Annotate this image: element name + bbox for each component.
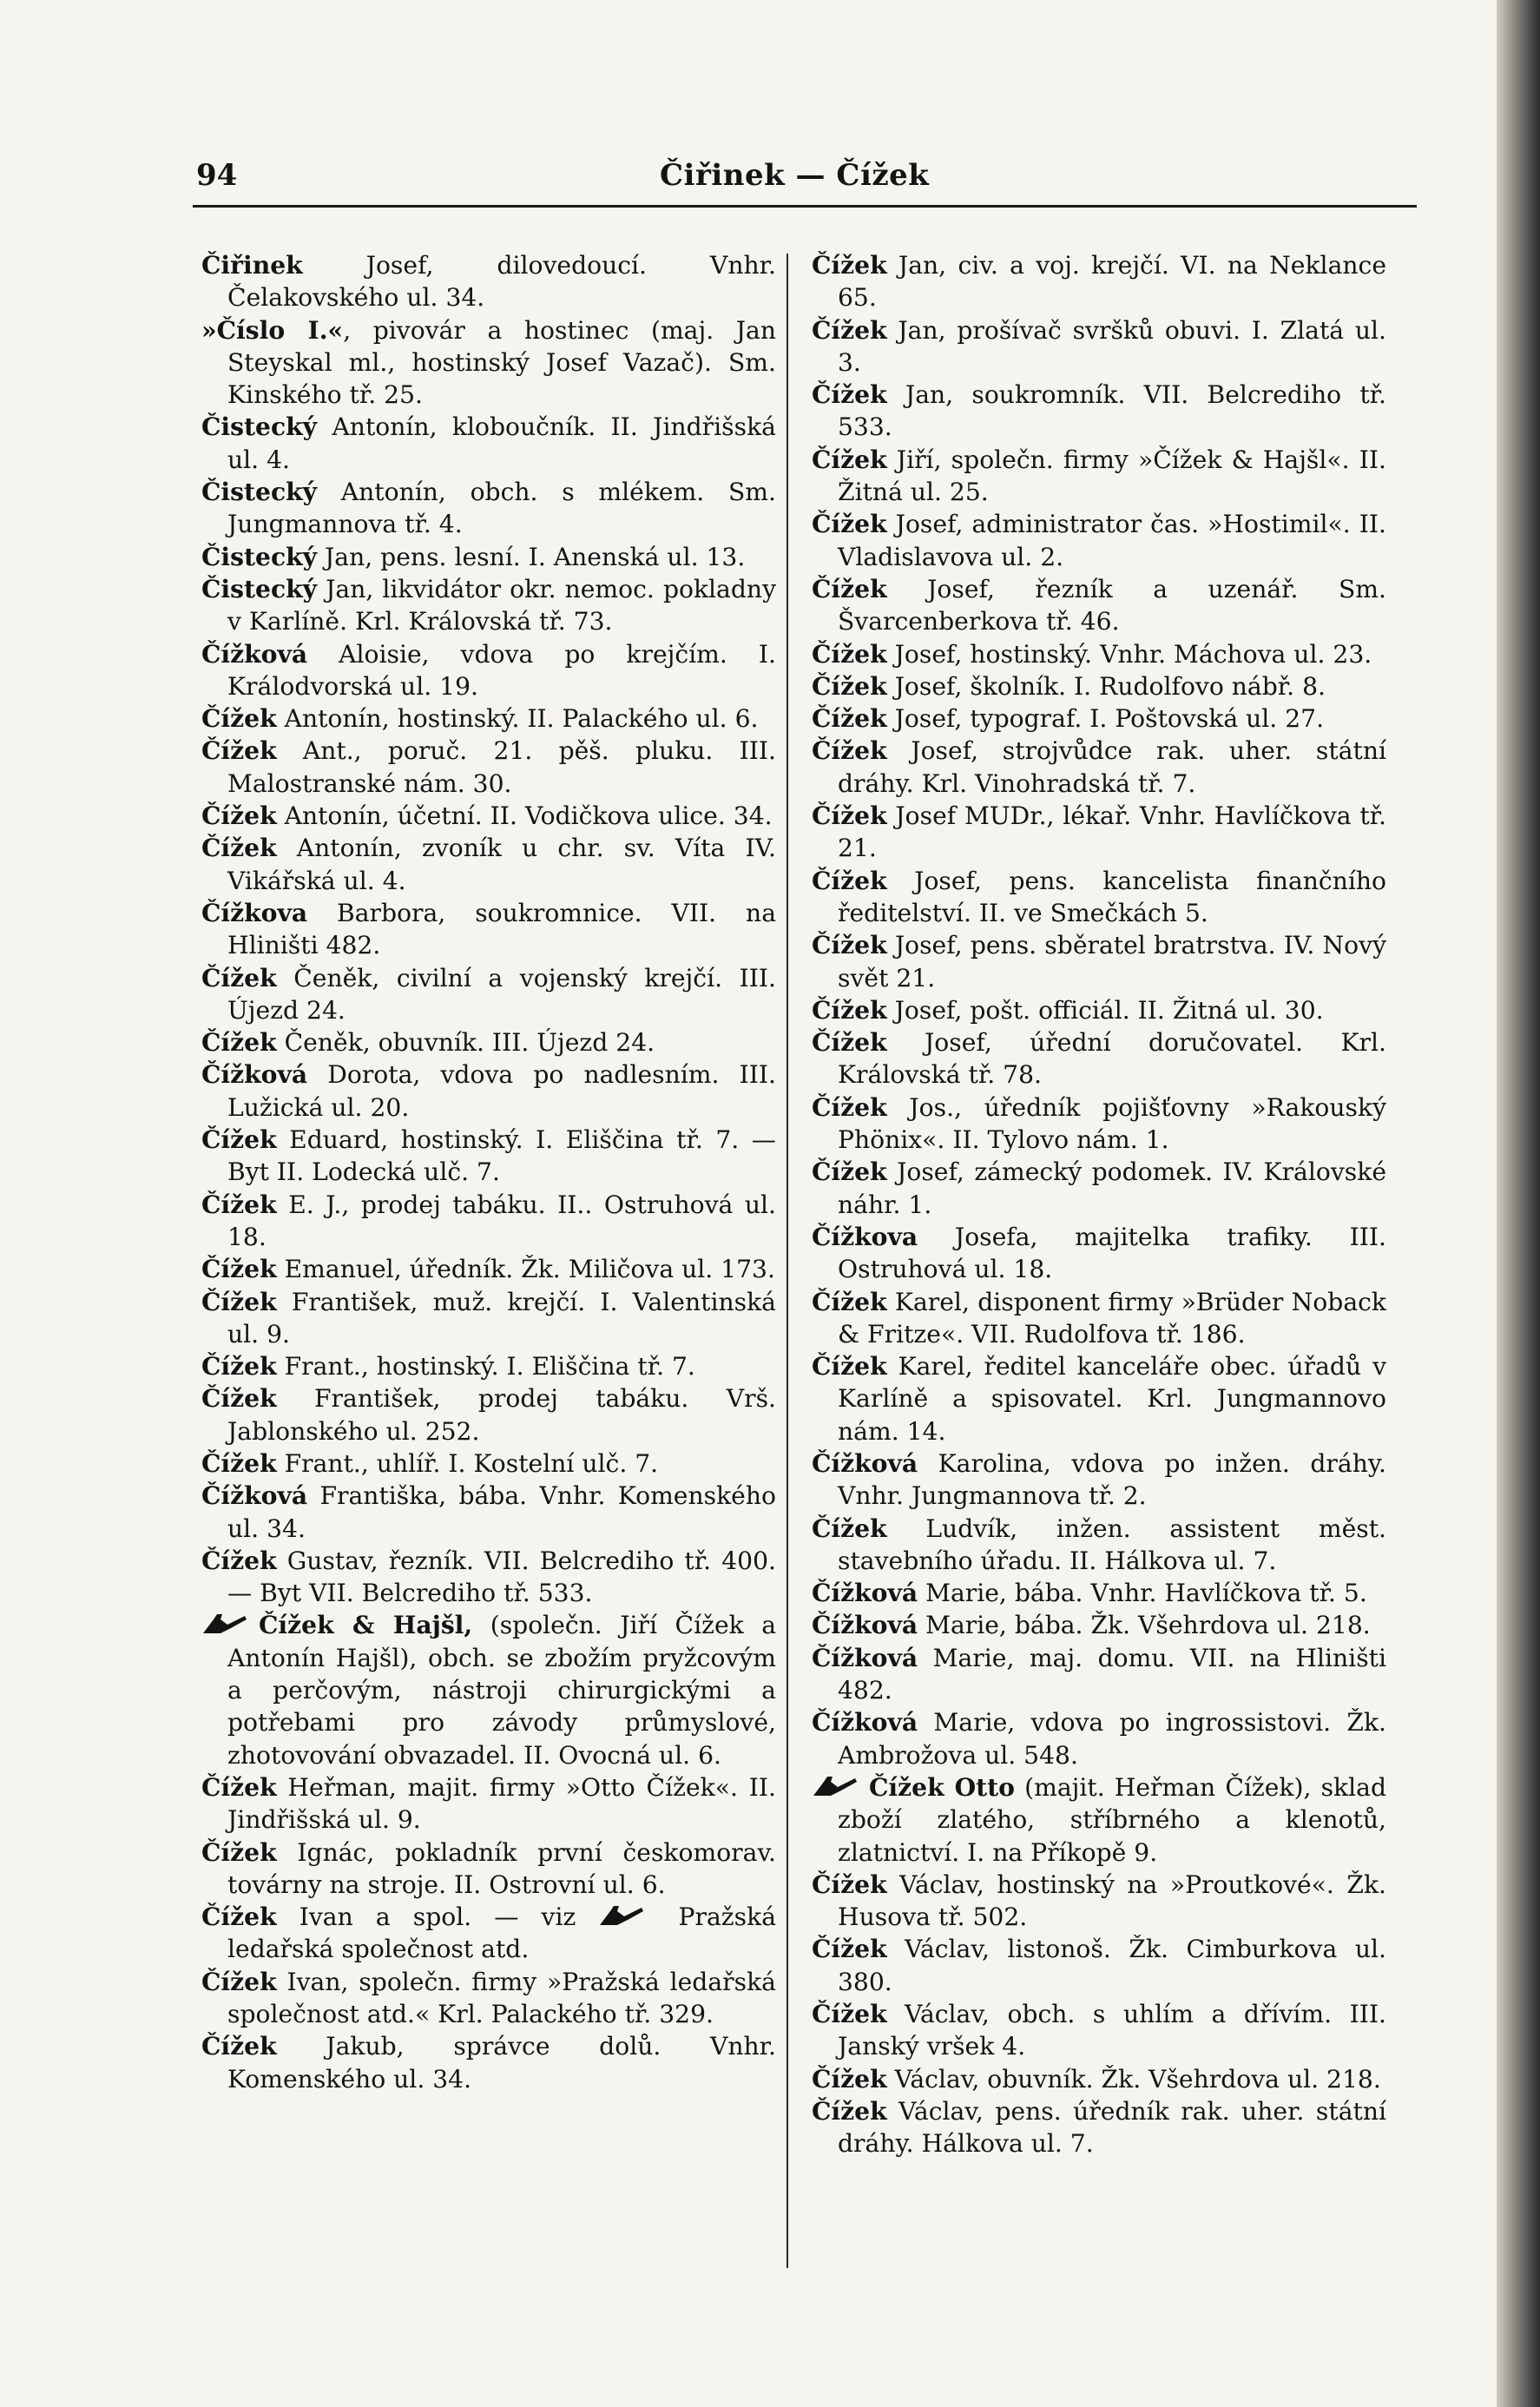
entry-details: Jan, prošívač svršků obuvi. I. Zlatá ul. 3. bbox=[838, 315, 1386, 377]
entry-name: Čížek bbox=[812, 995, 887, 1025]
directory-entry bbox=[812, 1869, 1386, 1934]
directory-entry bbox=[812, 670, 1386, 702]
directory-entry bbox=[201, 832, 776, 897]
entry-name: Čížek bbox=[201, 1384, 277, 1414]
entry-details: Františka, bába. Vnhr. Komenského ul. 34. bbox=[227, 1481, 776, 1543]
entry-details: Josef, zámecký podomek. IV. Královské náhr. 1. bbox=[838, 1157, 1386, 1219]
entry-name: Čížek bbox=[812, 2000, 887, 2029]
entry-details: Václav, obch. s uhlím a dřívím. III. Janský vršek 4. bbox=[838, 2000, 1386, 2061]
directory-entry bbox=[812, 1091, 1386, 1157]
directory-entry bbox=[812, 2095, 1386, 2160]
entry-name: Čížek bbox=[201, 704, 277, 734]
entry-name: Čížková bbox=[812, 1708, 918, 1738]
entry-name: Čížek bbox=[201, 2032, 277, 2061]
entry-name: Čížek bbox=[812, 1157, 887, 1187]
entry-name: Čížková bbox=[812, 1579, 918, 1608]
entry-details: Marie, maj. domu. VII. na Hliništi 482. bbox=[838, 1643, 1386, 1705]
entry-details: Čeněk, civilní a vojenský krejčí. III. Újezd 24. bbox=[227, 963, 776, 1025]
entry-name: Čížek bbox=[812, 1870, 887, 1899]
entry-details: Josef, pošt. officiál. II. Žitná ul. 30. bbox=[886, 995, 1324, 1025]
entry-details: František, muž. krejčí. I. Valentinská ul. 9. bbox=[227, 1287, 776, 1349]
directory-entry bbox=[201, 1480, 776, 1545]
directory-entry bbox=[812, 314, 1386, 379]
entry-details: Josefa, majitelka trafiky. III. Ostruhová ul. 18. bbox=[838, 1222, 1386, 1284]
entry-name: Čížek bbox=[812, 380, 887, 410]
entry-details: Jan, civ. a voj. krejčí. VI. na Neklance 65. bbox=[838, 251, 1386, 313]
entry-name: Čížek bbox=[201, 1352, 277, 1382]
directory-entry bbox=[201, 962, 776, 1027]
entry-name: Čížkova bbox=[201, 898, 308, 927]
directory-entry bbox=[201, 2030, 776, 2095]
entry-name: Čížková bbox=[812, 1643, 918, 1672]
entry-details: Václav, obuvník. Žk. Všehrdova ul. 218. bbox=[886, 2064, 1381, 2094]
entry-name: Čížek bbox=[812, 510, 887, 539]
entry-name: Čížek bbox=[812, 1092, 887, 1122]
entry-name: Čížek bbox=[812, 2096, 887, 2126]
entry-name: Čížek bbox=[812, 736, 887, 766]
entry-details: Jos., úředník pojišťovny »Rakouský Phönix«. II. Tylovo nám. 1. bbox=[838, 1092, 1386, 1155]
entry-name: Čížek bbox=[201, 1546, 277, 1575]
entry-name: Čistecký bbox=[201, 478, 318, 507]
right-column bbox=[812, 249, 1386, 2160]
entry-name: Čížek bbox=[201, 1125, 277, 1155]
pointing-hand-icon bbox=[201, 1612, 248, 1635]
entry-details: Antonín, kloboučník. II. Jindřišská ul. 4. bbox=[227, 412, 776, 474]
directory-entry bbox=[201, 638, 776, 703]
header-rule bbox=[193, 205, 1417, 208]
entry-name: Čížek bbox=[812, 2064, 887, 2094]
entry-details: Václav, listonoš. Žk. Cimburkova ul. 380. bbox=[838, 1935, 1386, 1996]
directory-entry bbox=[201, 1771, 776, 1837]
entry-name: Čížek bbox=[812, 315, 887, 345]
entry-name: Čížek bbox=[812, 1513, 887, 1543]
entry-name: Čížek bbox=[201, 1028, 277, 1058]
entry-name: »Číslo I.« bbox=[201, 315, 344, 345]
entry-name: Čížek bbox=[812, 931, 887, 960]
directory-entry bbox=[812, 638, 1386, 670]
entry-name: Čížek bbox=[812, 866, 887, 895]
left-column bbox=[201, 249, 776, 2095]
page-edge-shadow bbox=[1497, 0, 1540, 2407]
entry-details: Antonín, obch. s mlékem. Sm. Jungmannova tř. 4. bbox=[227, 478, 776, 539]
entry-details: Jan, likvidátor okr. nemoc. pokladny v Karlíně. Krl. Královská tř. 73. bbox=[227, 574, 776, 636]
directory-entry bbox=[812, 1156, 1386, 1221]
entry-details: Eduard, hostinský. I. Eliščina tř. 7. — Byt II. Lodecká ulč. 7. bbox=[227, 1125, 776, 1187]
entry-name: Čížková bbox=[201, 639, 308, 669]
directory-entry bbox=[812, 1350, 1386, 1447]
directory-entry bbox=[812, 379, 1386, 444]
entry-name: Čížek bbox=[812, 251, 887, 280]
entry-name: Čistecký bbox=[201, 412, 318, 442]
directory-entry bbox=[812, 573, 1386, 638]
entry-name: Čížková bbox=[812, 1611, 918, 1640]
directory-entry bbox=[201, 1253, 776, 1285]
directory-entry bbox=[812, 1447, 1386, 1513]
entry-details: Karolina, vdova po inžen. dráhy. Vnhr. Jungmannova tř. 2. bbox=[838, 1448, 1386, 1511]
directory-entry bbox=[201, 1058, 776, 1124]
entry-name: Čížek bbox=[201, 1255, 277, 1284]
entry-name: Čistecký bbox=[201, 574, 318, 603]
entry-name: Čížek bbox=[812, 1935, 887, 1964]
entry-details: Jiří, společn. firmy »Čížek & Hajšl«. II. Žitná ul. 25. bbox=[838, 445, 1386, 507]
page-number: 94 bbox=[196, 158, 238, 193]
entry-name: Čížek bbox=[201, 1448, 277, 1478]
directory-entry bbox=[812, 800, 1386, 865]
entry-name: Čížek bbox=[812, 574, 887, 603]
directory-entry bbox=[812, 702, 1386, 735]
directory-entry bbox=[812, 1026, 1386, 1091]
entry-details: Josef, strojvůdce rak. uher. státní dráhy. Krl. Vinohradská tř. 7. bbox=[838, 736, 1386, 798]
directory-entry bbox=[812, 1771, 1386, 1869]
directory-entry bbox=[201, 249, 776, 314]
entry-details: Marie, bába. Vnhr. Havlíčkova tř. 5. bbox=[918, 1579, 1367, 1608]
entry-details: Josef, pens. kancelista finančního ředitelství. II. ve Smečkách 5. bbox=[838, 866, 1386, 927]
directory-entry bbox=[812, 1221, 1386, 1286]
pointing-hand-icon bbox=[598, 1904, 645, 1927]
entry-details: E. J., prodej tabáku. II.. Ostruhová ul. 18. bbox=[227, 1190, 776, 1251]
directory-entry bbox=[201, 1609, 776, 1771]
entry-name: Čížková bbox=[812, 1448, 918, 1478]
entry-details: Marie, bába. Žk. Všehrdova ul. 218. bbox=[918, 1611, 1371, 1640]
entry-details: Ivan a spol. — viz bbox=[276, 1903, 599, 1932]
entry-details: Jan, pens. lesní. I. Anenská ul. 13. bbox=[317, 542, 746, 571]
running-head: Čiřinek — Čížek bbox=[660, 158, 930, 193]
directory-entry bbox=[201, 541, 776, 573]
entry-details: (majit. Heřman Čížek), sklad zboží zlatého, stříbrného a klenotů, zlatnictví. I. na Příkopě 9. bbox=[838, 1772, 1386, 1867]
entry-name: Čížek bbox=[201, 1287, 277, 1316]
entry-details: Čeněk, obuvník. III. Újezd 24. bbox=[276, 1028, 655, 1058]
directory-entry bbox=[812, 1642, 1386, 1707]
directory-entry bbox=[201, 1901, 776, 1966]
entry-details: Antonín, hostinský. II. Palackého ul. 6. bbox=[276, 704, 759, 734]
directory-entry bbox=[812, 1513, 1386, 1578]
directory-entry bbox=[201, 1382, 776, 1447]
directory-entry bbox=[812, 1998, 1386, 2063]
directory-entry bbox=[201, 1189, 776, 1254]
directory-entry bbox=[201, 1545, 776, 1610]
directory-entry bbox=[812, 444, 1386, 509]
entry-details: Frant., uhlíř. I. Kostelní ulč. 7. bbox=[276, 1448, 659, 1478]
entry-name: Čížek Otto bbox=[869, 1772, 1015, 1802]
entry-name: Čiřinek bbox=[201, 251, 303, 280]
directory-entry bbox=[812, 994, 1386, 1026]
column-divider bbox=[786, 254, 788, 2268]
entry-details: František, prodej tabáku. Vrš. Jablonského ul. 252. bbox=[227, 1384, 776, 1446]
entry-details: Ivan, společn. firmy »Pražská ledařská společnost atd.« Krl. Palackého tř. 329. bbox=[227, 1967, 776, 2029]
entry-name: Čížek bbox=[812, 671, 887, 701]
directory-entry bbox=[201, 1124, 776, 1189]
directory-entry bbox=[201, 735, 776, 800]
entry-details: Josef MUDr., lékař. Vnhr. Havlíčkova tř. 21. bbox=[838, 801, 1386, 863]
entry-details: Josef, řezník a uzenář. Sm. Švarcenberkova tř. 46. bbox=[838, 574, 1386, 636]
directory-entry bbox=[812, 1706, 1386, 1771]
entry-details: Václav, hostinský na »Proutkové«. Žk. Husova tř. 502. bbox=[838, 1870, 1386, 1932]
directory-entry bbox=[812, 249, 1386, 314]
directory-entry bbox=[812, 1577, 1386, 1609]
entry-details: Jan, soukromník. VII. Belcrediho tř. 533. bbox=[838, 380, 1386, 442]
entry-details: Václav, pens. úředník rak. uher. státní dráhy. Hálkova ul. 7. bbox=[838, 2096, 1386, 2159]
entry-name: Čížek bbox=[201, 1772, 277, 1802]
entry-name: Čížek bbox=[812, 639, 887, 669]
directory-entry bbox=[812, 1286, 1386, 1351]
entry-name: Čížek bbox=[812, 801, 887, 831]
entry-name: Čížková bbox=[201, 1060, 308, 1090]
entry-details: Josef, pens. sběratel bratrstva. IV. Nový svět 21. bbox=[838, 931, 1386, 992]
entry-details: Emanuel, úředník. Žk. Miličova ul. 173. bbox=[276, 1255, 775, 1284]
entry-name: Čížková bbox=[201, 1481, 308, 1511]
directory-entry bbox=[201, 1837, 776, 1902]
directory-entry bbox=[201, 1350, 776, 1382]
entry-details: Frant., hostinský. I. Eliščina tř. 7. bbox=[276, 1352, 695, 1382]
entry-details: Aloisie, vdova po krejčím. I. Králodvorská ul. 19. bbox=[227, 639, 776, 701]
directory-entry bbox=[812, 929, 1386, 994]
entry-name: Čistecký bbox=[201, 542, 318, 571]
entry-name: Čížkova bbox=[812, 1222, 918, 1251]
directory-entry bbox=[812, 508, 1386, 573]
entry-details: Ant., poruč. 21. pěš. pluku. III. Malostranské nám. 30. bbox=[227, 736, 776, 798]
entry-details: Josef, dilovedoucí. Vnhr. Čelakovského ul. 34. bbox=[227, 251, 776, 313]
directory-entry bbox=[201, 1026, 776, 1058]
directory-entry bbox=[201, 476, 776, 541]
directory-entry bbox=[201, 1966, 776, 2031]
directory-entry bbox=[812, 735, 1386, 800]
entry-details-after: Pražská ledařská společnost atd. bbox=[227, 1903, 776, 1964]
directory-entry bbox=[201, 411, 776, 476]
entry-details: Josef, administrator čas. »Hostimil«. II. Vladislavova ul. 2. bbox=[838, 510, 1386, 571]
directory-entry bbox=[812, 1933, 1386, 1998]
directory-entry bbox=[201, 702, 776, 735]
entry-details: Karel, disponent firmy »Brüder Noback & Fritze«. VII. Rudolfova tř. 186. bbox=[838, 1287, 1386, 1349]
directory-entry bbox=[201, 1447, 776, 1480]
entry-name: Čížek bbox=[201, 1903, 277, 1932]
entry-details: Antonín, zvoník u chr. sv. Víta IV. Vikářská ul. 4. bbox=[227, 834, 776, 895]
entry-name: Čížek bbox=[812, 704, 887, 734]
entry-name: Čížek bbox=[201, 736, 277, 766]
directory-entry bbox=[201, 573, 776, 638]
entry-name: Čížek bbox=[201, 963, 277, 992]
directory-entry bbox=[201, 800, 776, 832]
entry-details: Gustav, řezník. VII. Belcrediho tř. 400. — Byt VII. Belcrediho tř. 533. bbox=[227, 1546, 776, 1608]
entry-details: Karel, ředitel kanceláře obec. úřadů v Karlíně a spisovatel. Krl. Jungmannovo nám. 14. bbox=[838, 1352, 1386, 1446]
entry-details: Heřman, majit. firmy »Otto Čížek«. II. Jindřišská ul. 9. bbox=[227, 1772, 776, 1835]
entry-details: Marie, vdova po ingrossistovi. Žk. Ambrožova ul. 548. bbox=[838, 1708, 1386, 1770]
directory-entry bbox=[201, 897, 776, 962]
entry-name: Čížek bbox=[201, 1190, 277, 1219]
entry-details: , pivovár a hostinec (maj. Jan Steyskal ml., hostinský Josef Vazač). Sm. Kinského tř. 25. bbox=[227, 315, 776, 410]
entry-name: Čížek bbox=[201, 801, 277, 831]
directory-entry bbox=[201, 1286, 776, 1351]
directory-entry bbox=[201, 314, 776, 412]
entry-details: Josef, typograf. I. Poštovská ul. 27. bbox=[886, 704, 1325, 734]
pointing-hand-icon bbox=[812, 1775, 859, 1797]
entry-name: Čížek bbox=[812, 1028, 887, 1058]
entry-name: Čížek bbox=[812, 1287, 887, 1316]
entry-details: Ludvík, inžen. assistent měst. stavebního úřadu. II. Hálkova ul. 7. bbox=[838, 1513, 1386, 1575]
entry-details: Josef, úřední doručovatel. Krl. Královská tř. 78. bbox=[838, 1028, 1386, 1090]
entry-name: Čížek bbox=[201, 1837, 277, 1867]
directory-entry bbox=[812, 2063, 1386, 2095]
entry-name: Čížek bbox=[812, 1352, 887, 1382]
directory-entry bbox=[812, 1609, 1386, 1641]
entry-details: Jakub, správce dolů. Vnhr. Komenského ul. 34. bbox=[227, 2032, 776, 2094]
entry-name: Čížek bbox=[201, 1967, 277, 1996]
entry-details: Barbora, soukromnice. VII. na Hliništi 482. bbox=[227, 898, 776, 960]
entry-details: Josef, školník. I. Rudolfovo nábř. 8. bbox=[886, 671, 1326, 701]
entry-name: Čížek bbox=[812, 445, 887, 474]
entry-name: Čížek & Hajšl, bbox=[259, 1611, 473, 1640]
entry-details: Ignác, pokladník první českomorav. továrny na stroje. II. Ostrovní ul. 6. bbox=[227, 1837, 776, 1899]
entry-details: Dorota, vdova po nadlesním. III. Lužická ul. 20. bbox=[227, 1060, 776, 1122]
entry-details: Antonín, účetní. II. Vodičkova ulice. 34. bbox=[276, 801, 773, 831]
entry-name: Čížek bbox=[201, 834, 277, 863]
entry-details: (společn. Jiří Čížek a Antonín Hajšl), obch. se zbožím pryžcovým a perčovým, nástroji chirurgickými a potřebami pro závody průmyslové, zhotovování obvazadel. II. Ovocná ul. 6. bbox=[227, 1611, 776, 1770]
entry-details: Josef, hostinský. Vnhr. Máchova ul. 23. bbox=[886, 639, 1372, 669]
directory-entry bbox=[812, 865, 1386, 930]
